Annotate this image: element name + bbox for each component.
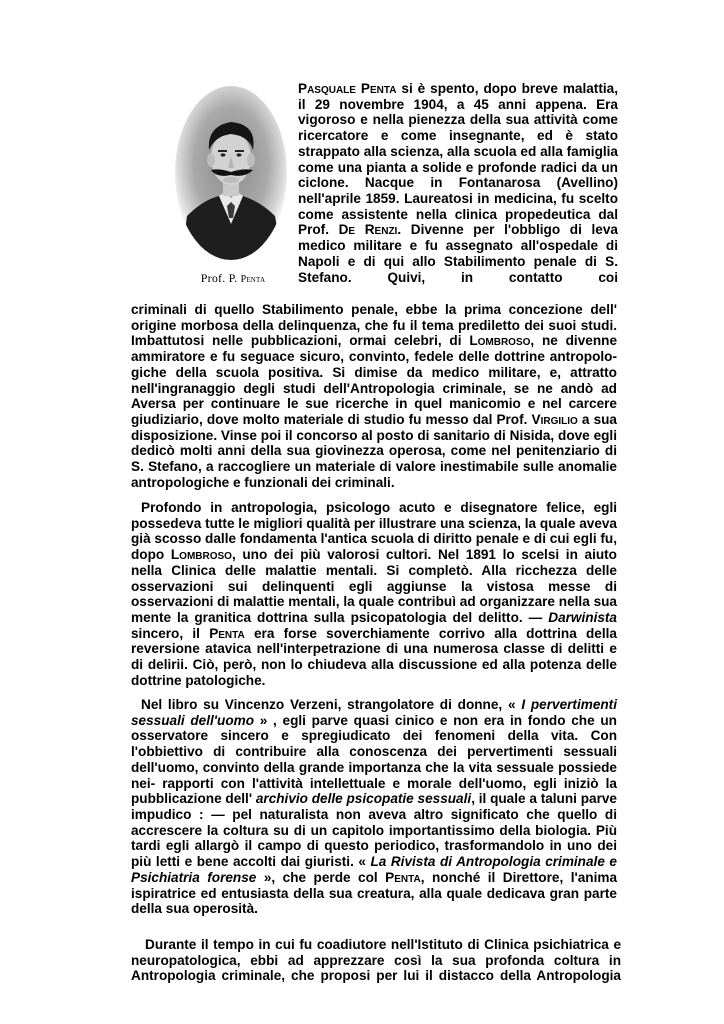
paragraph-3	[131, 697, 617, 917]
p3-text-c: , il quale a taluni parve impudico : — pel naturalista non aveva altro significato che quello di accrescere la coltura su di un capitolo importantissimo della biologia. Più tardi egli allargò il campo di questo periodico, trasformandolo in uno dei più letti e bene accolti dai giuristi. «	[131, 791, 617, 870]
p1-text-b: , ne divenne ammiratore e fu seguace sicuro, convinto, fedele delle dottrine antropolo-giche della scuola positiva. Si dimise da medico militare, e, attratto nell'ingranaggio degli studi dell'Antropologia criminale, se ne andò ad Aversa per continuare le sue ricerche in quel manicomio e nel carcere giudiziario, dove molto materiale di studio fu messo dal Prof.	[131, 333, 617, 428]
intro-paragraph	[298, 81, 618, 285]
name-de-renzi: De Renzi	[338, 222, 398, 238]
p3-text-d: », che perde col	[256, 869, 386, 885]
caption-prefix: Prof. P.	[200, 271, 241, 285]
p3-text-a: Nel libro su Vincenzo Verzeni, strangolatore di donne, «	[141, 697, 522, 712]
portrait-photo	[173, 84, 289, 262]
caption-name: Penta	[240, 274, 266, 285]
name-lombroso: Lombroso	[469, 333, 531, 349]
p2-text-d: era forse soverchiamente corrivo alla dottrina della reversione atavica nell'interpetrazione di una numerosa classe di delitti e di delirii. Ciò, però, non lo chiudeva alla discussione ed alla potenza delle dottrine patologiche.	[131, 625, 617, 688]
intro-text-b: . Divenne per l'obbligo di leva medico militare e fu assegnato all'ospedale di Napoli e di qui allo Stabilimento penale di S. Stefano. Quivi, in contatto coi	[298, 222, 618, 285]
p3-text-e: , nonché il Direttore, l'anima ispiratrice ed entusiasta della sua creatura, alla quale dedicava gran parte della sua operosità.	[131, 869, 618, 917]
title-rivista: La Rivista di Antropologia criminale e Psichiatria forense	[131, 854, 617, 885]
p1-text-a: criminali di quello Stabilimento penale, ebbe la prima concezione dell' origine morbosa della delinquenza, che fu il tema prediletto dei suoi studi. Imbattutosi nelle pubblicazioni, ormai celebri, di	[131, 302, 617, 349]
p1-text-c: a sua disposizione. Vinse poi il concorso al posto di sanitario di Nisida, dove egli dedicò molti anni della sua giovinezza operosa, come nel penitenziario di S. Stefano, a raccogliere un materiale di valore inestimabile sulle anomalie antropologiche e funzionali dei criminali.	[131, 412, 617, 490]
title-archivio: archivio delle psicopatie sessuali	[255, 791, 472, 807]
name-penta: Penta	[209, 625, 245, 641]
darwinista-term: Darwinista	[548, 610, 617, 626]
name-virgilio: Virgilio	[531, 412, 578, 428]
p3-text-b: » , egli parve quasi cinico e non era in fondo che un osservatore sincero e spregiudicato dei fenomeni della vita. Con l'obbiettivo di contribuire alla conoscenza dei pervertimenti sessuali dell'uomo, convinto della grande importanza che la vita sessuale possiede nei- rapporti con l'attività intellettuale e morale dell'uomo, egli iniziò la pubblicazione dell'	[131, 712, 617, 807]
title-pervertimenti: I pervertimenti sessuali dell'uomo	[131, 697, 617, 728]
p2-text-b: , uno dei più valorosi cultori. Nel 1891 lo scelsi in aiuto nella Clinica delle malattie mentali. Si completò. Alla ricchezza delle osservazioni sui delinquenti egli aggiunse la vistosa messe di osservazioni di malattie mentali, la quale contribuì ad organizzare nella sua mente la granitica dottrina sulla psicopatologia del delitto. —	[131, 547, 617, 626]
p4-text: Durante il tempo in cui fu coadiutore nell'Istituto di Clinica psichiatrica e neuropatologica, ebbi ad apprezzare così la sua profonda coltura in Antropologia criminale, che proposi per lui il distacco della Antropologia	[131, 937, 621, 984]
p2-text-a: Profondo in antropologia, psicologo acuto e disegnatore felice, egli possedeva tutte le migliori qualità per illustrare una scienza, la quale aveva già scosso dalle fondamenta l'antica scuola di diritto penale e di cui egli fu, dopo	[131, 500, 617, 563]
p2-text-c: sincero, il	[131, 625, 210, 641]
subject-name: Pasquale Penta	[298, 81, 397, 96]
paragraph-2	[131, 500, 617, 689]
name-penta: Penta	[385, 869, 421, 885]
paragraph-1	[131, 302, 617, 491]
intro-text-a: si è spento, dopo breve malattia, il 29 novembre 1904, a 45 anni appena. Era vigoroso e nella pienezza della sua attività come ricercatore e come insegnante, ed è stato strappato alla scienza, alla scuola ed alla famiglia come una pianta a solide e profonde radici da un ciclone. Nacque in Fontanarosa (Avellino) nell'aprile 1859. Laureatosi in medicina, fu scelto come assistente nella clinica propedeutica dal Prof.	[298, 81, 618, 238]
portrait-caption	[163, 271, 303, 286]
paragraph-4	[131, 937, 621, 984]
name-lombroso: Lombroso	[170, 547, 232, 563]
